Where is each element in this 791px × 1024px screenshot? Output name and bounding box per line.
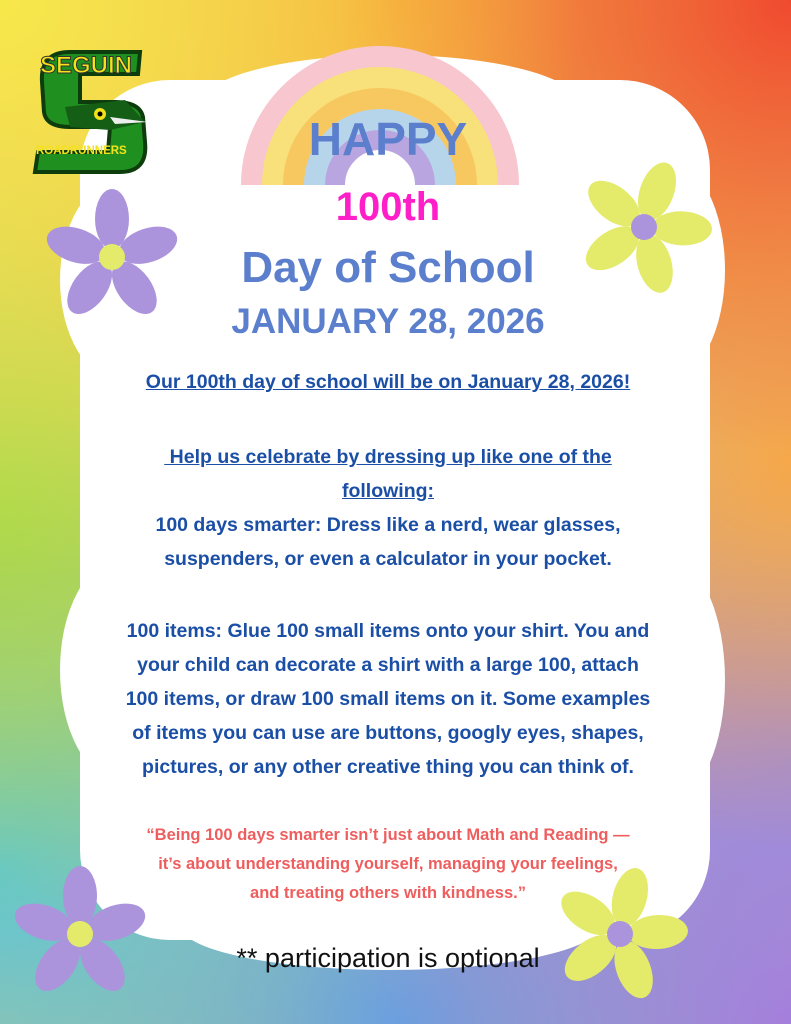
heading-date: JANUARY 28, 2026	[231, 302, 545, 341]
smarter-line: 100 days smarter: Dress like a nerd, wear glasses,	[155, 514, 621, 536]
items-line: 100 items: Glue 100 small items onto your shirt. You and	[126, 620, 650, 642]
quote-line: and treating others with kindness.”	[250, 884, 526, 902]
heading-100th: 100th	[335, 185, 441, 229]
quote-line: “Being 100 days smarter isn’t just about Math and Reading —	[146, 826, 630, 844]
logo-bottom-text: ROADRUNNERS	[36, 145, 127, 157]
help-heading	[78, 440, 698, 576]
announcement: Our 100th day of school will be on January 28, 2026!	[145, 371, 631, 393]
participation-note: ** participation is optional	[236, 943, 540, 973]
logo-top-text: SEGUIN	[40, 52, 133, 79]
items-line: your child can decorate a shirt with a large 100, attach	[137, 654, 639, 676]
smarter-line: suspenders, or even a calculator in your pocket.	[164, 548, 612, 570]
items-paragraph	[78, 614, 698, 784]
heading-happy: HAPPY	[308, 113, 468, 165]
help-heading-line: Help us celebrate by dressing up like one of the	[164, 446, 612, 468]
items-line: pictures, or any other creative thing you can think of.	[142, 756, 634, 778]
quote	[78, 821, 698, 908]
quote-line: it’s about understanding yourself, managing your feelings,	[158, 855, 618, 873]
items-line: of items you can use are buttons, googly eyes, shapes,	[132, 722, 644, 744]
heading-day-of-school: Day of School	[241, 243, 535, 292]
items-line: 100 items, or draw 100 small items on it. Some examples	[125, 688, 651, 710]
help-heading-line: following:	[341, 480, 435, 502]
